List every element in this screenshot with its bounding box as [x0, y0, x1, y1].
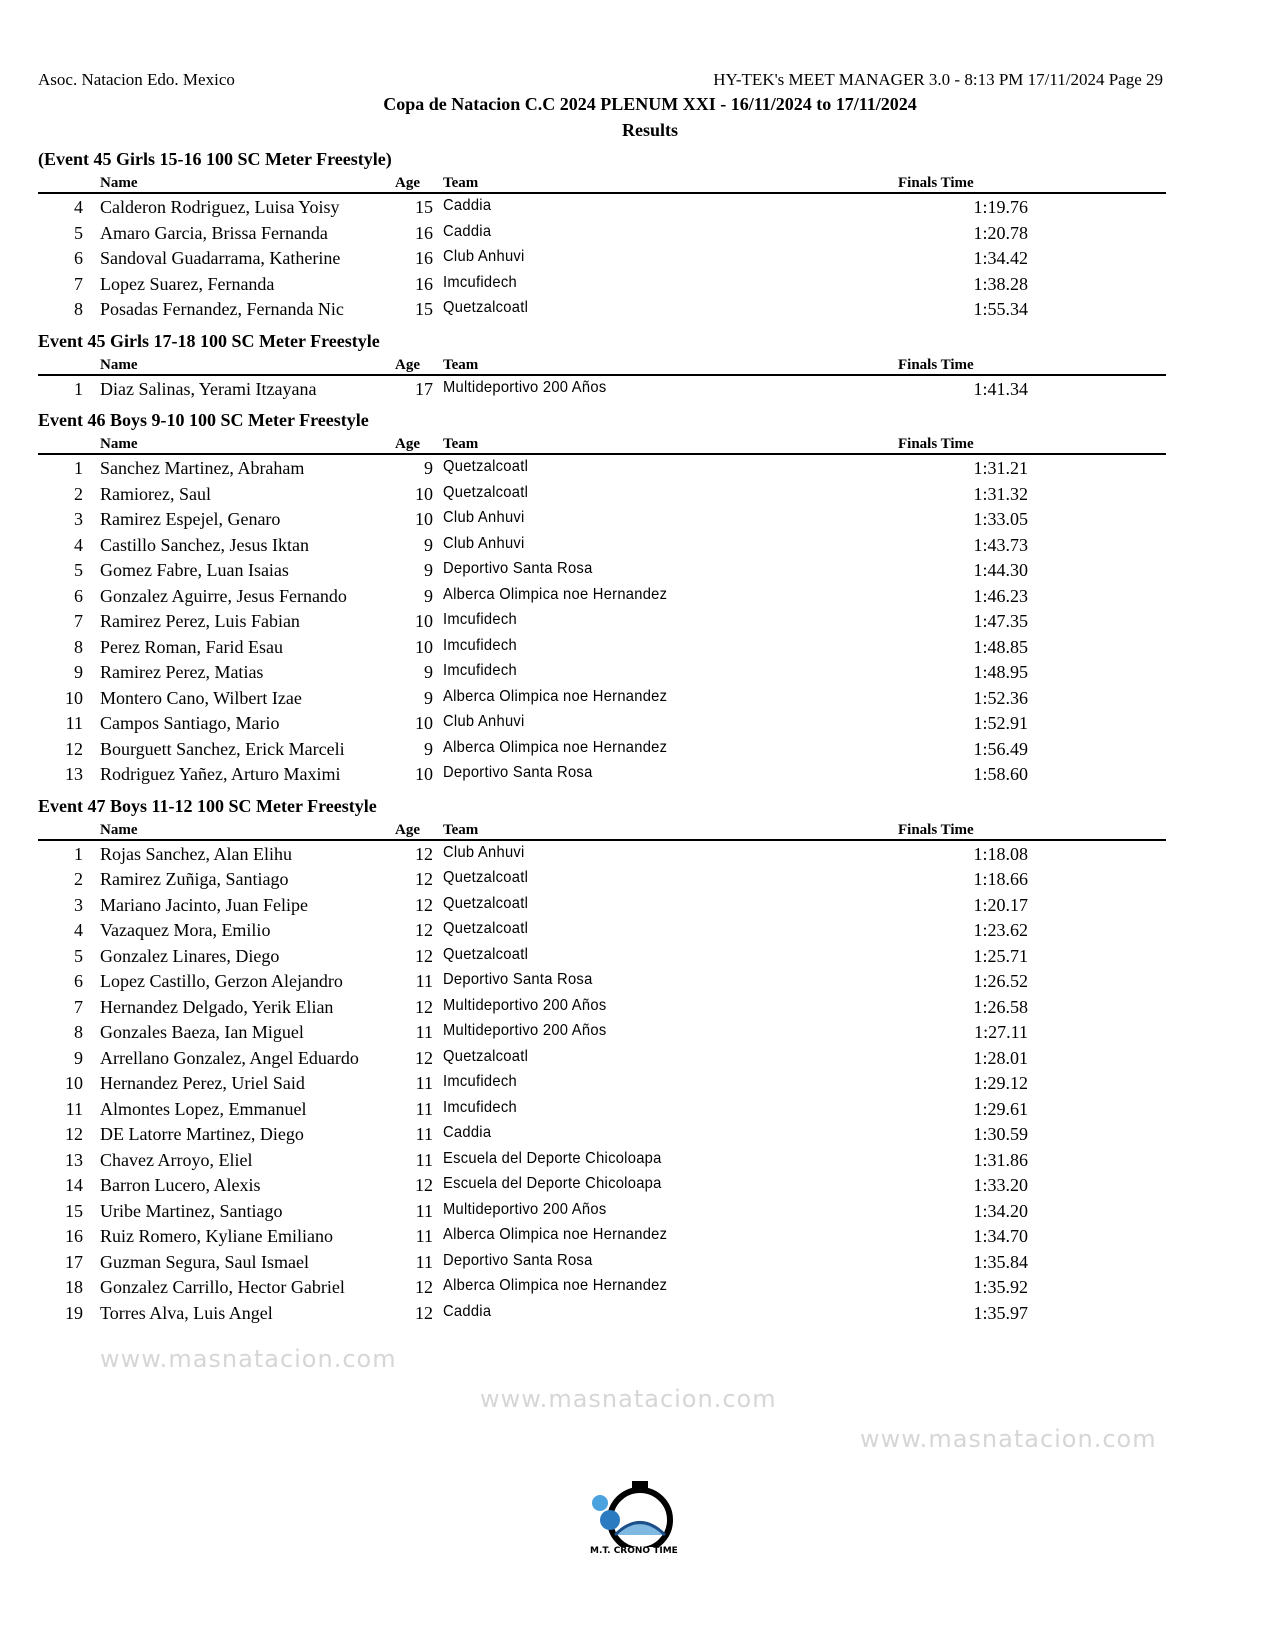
- result-row: [38, 736, 1166, 762]
- age: 12: [415, 1047, 433, 1068]
- team: Imcufidech: [443, 1098, 517, 1116]
- team: Quetzalcoatl: [443, 299, 529, 316]
- finals-time: 1:18.08: [973, 843, 1028, 864]
- col-age: Age: [395, 175, 420, 191]
- result-row: [38, 1274, 1166, 1300]
- place: 8: [74, 299, 83, 319]
- age: 9: [424, 738, 433, 759]
- age: 11: [415, 1098, 433, 1119]
- watermark: www.masnatacion.com: [480, 1385, 777, 1413]
- finals-time: 1:35.97: [973, 1302, 1028, 1323]
- result-row: [38, 532, 1166, 558]
- finals-time: 1:34.70: [973, 1226, 1028, 1246]
- team: Imcufidech: [443, 1073, 517, 1090]
- result-row: [38, 1019, 1166, 1045]
- event-section: [38, 146, 1166, 328]
- swimmer-name: Montero Cano, Wilbert Izae: [100, 687, 302, 708]
- age: 10: [415, 483, 433, 504]
- age: 12: [415, 869, 433, 889]
- place: 1: [74, 458, 83, 478]
- result-row: [38, 245, 1166, 271]
- team: Alberca Olimpica noe Hernandez: [443, 738, 668, 756]
- finals-time: 1:29.12: [973, 1073, 1028, 1093]
- result-row: [38, 685, 1166, 711]
- finals-time: 1:47.35: [973, 611, 1028, 631]
- result-row: [38, 710, 1166, 736]
- team: Quetzalcoatl: [443, 945, 529, 963]
- meet-title: Copa de Natacion C.C 2024 PLENUM XXI - 16/11/2024 to 17/11/2024: [383, 94, 917, 114]
- place: 16: [65, 1226, 83, 1246]
- events-list: [0, 146, 1166, 1331]
- col-age: Age: [395, 436, 420, 452]
- result-row: [38, 1198, 1166, 1224]
- finals-time: 1:44.30: [973, 560, 1028, 580]
- swimmer-name: Gonzalez Linares, Diego: [100, 945, 280, 966]
- result-row: [38, 296, 1166, 322]
- team: Alberca Olimpica noe Hernandez: [443, 1226, 668, 1243]
- team: Multideportivo 200 Años: [443, 378, 607, 396]
- software-page-info: HY-TEK's MEET MANAGER 3.0 - 8:13 PM 17/11/2024 Page 29: [713, 70, 1163, 89]
- team: Caddia: [443, 222, 492, 240]
- event-section: [38, 793, 1166, 1332]
- team: Quetzalcoatl: [443, 894, 529, 912]
- event-section: [38, 328, 1166, 408]
- result-row: [38, 892, 1166, 918]
- finals-time: 1:52.91: [973, 713, 1028, 733]
- team: Quetzalcoatl: [443, 920, 529, 937]
- result-row: [38, 194, 1166, 220]
- finals-time: 1:46.23: [973, 585, 1028, 606]
- swimmer-name: Vazaquez Mora, Emilio: [100, 920, 271, 940]
- result-row: [38, 841, 1166, 867]
- age: 11: [415, 1226, 433, 1246]
- result-row: [38, 917, 1166, 943]
- finals-time: 1:48.85: [973, 636, 1028, 657]
- result-row: [38, 1223, 1166, 1249]
- age: 9: [424, 458, 433, 478]
- swimmer-name: Gonzales Baeza, Ian Miguel: [100, 1022, 304, 1042]
- age: 9: [424, 534, 433, 555]
- col-team: Team: [443, 821, 479, 838]
- team: Club Anhuvi: [443, 509, 525, 526]
- age: 10: [415, 611, 433, 631]
- finals-time: 1:35.92: [973, 1277, 1028, 1297]
- result-row: [38, 1045, 1166, 1071]
- team: Quetzalcoatl: [443, 1047, 529, 1065]
- column-header: [38, 172, 1166, 194]
- finals-time: 1:34.20: [973, 1200, 1028, 1221]
- col-team: Team: [443, 436, 479, 452]
- swimmer-name: Almontes Lopez, Emmanuel: [100, 1098, 307, 1119]
- age: 17: [415, 378, 433, 399]
- place: 4: [74, 920, 83, 940]
- place: 6: [74, 248, 83, 268]
- place: 1: [74, 843, 83, 864]
- swimmer-name: Torres Alva, Luis Angel: [100, 1302, 273, 1323]
- place: 11: [65, 1098, 83, 1119]
- swimmer-name: Sandoval Guadarrama, Katherine: [100, 248, 341, 268]
- team: Deportivo Santa Rosa: [443, 1251, 593, 1269]
- place: 11: [65, 713, 83, 733]
- place: 4: [74, 534, 83, 555]
- place: 6: [74, 971, 83, 991]
- place: 19: [65, 1302, 83, 1323]
- place: 15: [65, 1200, 83, 1221]
- logo-caption: M.T. CRONO TIME: [590, 1546, 678, 1556]
- place: 13: [65, 1149, 83, 1170]
- age: 10: [415, 764, 433, 784]
- finals-time: 1:20.17: [973, 894, 1028, 915]
- age: 15: [415, 197, 433, 217]
- event-section: [38, 407, 1166, 793]
- team: Multideportivo 200 Años: [443, 996, 607, 1014]
- result-row: [38, 866, 1166, 892]
- event-title: Event 46 Boys 9-10 100 SC Meter Freestyle: [38, 410, 369, 430]
- swimmer-name: Guzman Segura, Saul Ismael: [100, 1251, 309, 1272]
- swimmer-name: Arrellano Gonzalez, Angel Eduardo: [100, 1047, 359, 1068]
- swimmer-name: Sanchez Martinez, Abraham: [100, 458, 305, 478]
- col-team: Team: [443, 175, 479, 191]
- age: 10: [415, 636, 433, 657]
- team: Alberca Olimpica noe Hernandez: [443, 1277, 668, 1294]
- team: Escuela del Deporte Chicoloapa: [443, 1149, 662, 1167]
- team: Deportivo Santa Rosa: [443, 560, 593, 577]
- finals-time: 1:29.61: [973, 1098, 1028, 1119]
- place: 9: [74, 662, 83, 682]
- result-row: [38, 481, 1166, 507]
- swimmer-name: Amaro Garcia, Brissa Fernanda: [100, 222, 328, 243]
- age: 12: [415, 843, 433, 864]
- result-row: [38, 634, 1166, 660]
- swimmer-name: Ramirez Perez, Matias: [100, 662, 264, 682]
- place: 13: [65, 764, 83, 784]
- result-row: [38, 557, 1166, 583]
- swimmer-name: DE Latorre Martinez, Diego: [100, 1124, 304, 1144]
- team: Deportivo Santa Rosa: [443, 764, 593, 781]
- finals-time: 1:20.78: [973, 222, 1028, 243]
- finals-time: 1:33.20: [973, 1175, 1028, 1195]
- age: 12: [415, 1277, 433, 1297]
- place: 7: [74, 611, 83, 631]
- place: 7: [74, 996, 83, 1017]
- result-row: [38, 1249, 1166, 1275]
- swimmer-name: Posadas Fernandez, Fernanda Nic: [100, 299, 344, 319]
- swimmer-name: Gonzalez Carrillo, Hector Gabriel: [100, 1277, 345, 1297]
- swimmer-name: Lopez Suarez, Fernanda: [100, 273, 275, 294]
- place: 10: [65, 1073, 83, 1093]
- result-row: [38, 659, 1166, 685]
- team: Caddia: [443, 1302, 492, 1320]
- result-row: [38, 1147, 1166, 1173]
- watermark: www.masnatacion.com: [100, 1345, 397, 1373]
- team: Club Anhuvi: [443, 248, 525, 265]
- event-title: (Event 45 Girls 15-16 100 SC Meter Freestyle): [38, 149, 392, 169]
- age: 12: [415, 945, 433, 966]
- swimmer-name: Hernandez Delgado, Yerik Elian: [100, 996, 334, 1017]
- swimmer-name: Campos Santiago, Mario: [100, 713, 280, 733]
- finals-time: 1:27.11: [974, 1022, 1028, 1042]
- team: Quetzalcoatl: [443, 458, 529, 475]
- age: 16: [415, 273, 433, 294]
- result-row: [38, 271, 1166, 297]
- age: 11: [415, 1022, 433, 1042]
- place: 5: [74, 560, 83, 580]
- result-row: [38, 608, 1166, 634]
- team: Club Anhuvi: [443, 843, 525, 861]
- swimmer-name: Castillo Sanchez, Jesus Iktan: [100, 534, 309, 555]
- swimmer-name: Lopez Castillo, Gerzon Alejandro: [100, 971, 343, 991]
- result-row: [38, 1300, 1166, 1326]
- col-time: Finals Time: [898, 175, 974, 191]
- result-row: [38, 376, 1166, 402]
- team: Alberca Olimpica noe Hernandez: [443, 687, 668, 705]
- event-title: Event 47 Boys 11-12 100 SC Meter Freestyle: [38, 795, 377, 816]
- place: 12: [65, 738, 83, 759]
- result-row: [38, 1172, 1166, 1198]
- column-header: [38, 433, 1166, 455]
- swimmer-name: Calderon Rodriguez, Luisa Yoisy: [100, 197, 340, 217]
- result-row: [38, 968, 1166, 994]
- team: Quetzalcoatl: [443, 483, 529, 501]
- results-heading: Results: [621, 120, 678, 140]
- place: 5: [74, 222, 83, 243]
- age: 12: [415, 996, 433, 1017]
- age: 12: [415, 1175, 433, 1195]
- swimmer-name: Ramiorez, Saul: [100, 483, 211, 504]
- age: 9: [424, 560, 433, 580]
- place: 2: [74, 483, 83, 504]
- team: Club Anhuvi: [443, 713, 525, 730]
- finals-time: 1:34.42: [973, 248, 1028, 268]
- swimmer-name: Rojas Sanchez, Alan Elihu: [100, 843, 292, 864]
- team: Multideportivo 200 Años: [443, 1022, 607, 1039]
- result-row: [38, 583, 1166, 609]
- team: Deportivo Santa Rosa: [443, 971, 593, 988]
- team: Imcufidech: [443, 636, 517, 654]
- result-row: [38, 455, 1166, 481]
- result-row: [38, 943, 1166, 969]
- age: 11: [415, 971, 433, 991]
- team: Caddia: [443, 197, 492, 214]
- col-time: Finals Time: [898, 436, 974, 452]
- team: Club Anhuvi: [443, 534, 525, 552]
- age: 11: [415, 1200, 433, 1221]
- finals-time: 1:19.76: [973, 197, 1028, 217]
- finals-time: 1:28.01: [973, 1047, 1028, 1068]
- place: 17: [65, 1251, 83, 1272]
- col-age: Age: [395, 356, 420, 373]
- finals-time: 1:55.34: [973, 299, 1028, 319]
- age: 12: [415, 1302, 433, 1323]
- team: Quetzalcoatl: [443, 869, 529, 886]
- swimmer-name: Perez Roman, Farid Esau: [100, 636, 283, 657]
- place: 4: [74, 197, 83, 217]
- age: 11: [415, 1073, 433, 1093]
- finals-time: 1:31.86: [973, 1149, 1028, 1170]
- place: 7: [74, 273, 83, 294]
- col-time: Finals Time: [898, 356, 974, 373]
- finals-time: 1:25.71: [973, 945, 1028, 966]
- finals-time: 1:35.84: [973, 1251, 1028, 1272]
- col-name: Name: [100, 356, 138, 373]
- finals-time: 1:43.73: [973, 534, 1028, 555]
- place: 3: [74, 509, 83, 529]
- place: 1: [74, 378, 83, 399]
- team: Imcufidech: [443, 611, 517, 628]
- age: 16: [415, 222, 433, 243]
- team: Multideportivo 200 Años: [443, 1200, 607, 1218]
- swimmer-name: Ramirez Perez, Luis Fabian: [100, 611, 300, 631]
- column-header: [38, 354, 1166, 376]
- swimmer-name: Chavez Arroyo, Eliel: [100, 1149, 253, 1170]
- place: 6: [74, 585, 83, 606]
- result-row: [38, 220, 1166, 246]
- swimmer-name: Diaz Salinas, Yerami Itzayana: [100, 378, 317, 399]
- col-name: Name: [100, 821, 138, 838]
- col-name: Name: [100, 436, 138, 452]
- place: 8: [74, 1022, 83, 1042]
- age: 9: [424, 687, 433, 708]
- finals-time: 1:38.28: [973, 273, 1028, 294]
- age: 11: [415, 1149, 433, 1170]
- team: Imcufidech: [443, 273, 517, 291]
- age: 15: [415, 299, 433, 319]
- finals-time: 1:26.52: [973, 971, 1028, 991]
- finals-time: 1:31.21: [973, 458, 1028, 478]
- age: 12: [415, 920, 433, 940]
- watermark: www.masnatacion.com: [860, 1425, 1157, 1453]
- result-row: [38, 1070, 1166, 1096]
- col-team: Team: [443, 356, 479, 373]
- place: 14: [65, 1175, 83, 1195]
- place: 5: [74, 945, 83, 966]
- swimmer-name: Hernandez Perez, Uriel Said: [100, 1073, 305, 1093]
- finals-time: 1:18.66: [973, 869, 1028, 889]
- place: 10: [65, 687, 83, 708]
- result-row: [38, 761, 1166, 787]
- team: Escuela del Deporte Chicoloapa: [443, 1175, 662, 1192]
- finals-time: 1:26.58: [973, 996, 1028, 1017]
- result-row: [38, 1096, 1166, 1122]
- age: 9: [424, 662, 433, 682]
- finals-time: 1:58.60: [973, 764, 1028, 784]
- finals-time: 1:41.34: [973, 378, 1028, 399]
- finals-time: 1:31.32: [973, 483, 1028, 504]
- swimmer-name: Gonzalez Aguirre, Jesus Fernando: [100, 585, 347, 606]
- place: 18: [65, 1277, 83, 1297]
- result-row: [38, 994, 1166, 1020]
- swimmer-name: Rodriguez Yañez, Arturo Maximi: [100, 764, 341, 784]
- place: 2: [74, 869, 83, 889]
- swimmer-name: Ramirez Espejel, Genaro: [100, 509, 281, 529]
- swimmer-name: Gomez Fabre, Luan Isaias: [100, 560, 289, 580]
- team: Alberca Olimpica noe Hernandez: [443, 585, 668, 603]
- col-age: Age: [395, 821, 420, 838]
- age: 12: [415, 894, 433, 915]
- age: 10: [415, 509, 433, 529]
- place: 3: [74, 894, 83, 915]
- result-row: [38, 506, 1166, 532]
- team: Imcufidech: [443, 662, 517, 679]
- team: Caddia: [443, 1124, 492, 1141]
- swimmer-name: Uribe Martinez, Santiago: [100, 1200, 283, 1221]
- event-title: Event 45 Girls 17-18 100 SC Meter Freestyle: [38, 330, 380, 351]
- col-time: Finals Time: [898, 821, 974, 838]
- swimmer-name: Ruiz Romero, Kyliane Emiliano: [100, 1226, 333, 1246]
- result-row: [38, 1121, 1166, 1147]
- col-name: Name: [100, 175, 138, 191]
- age: 11: [415, 1124, 433, 1144]
- place: 8: [74, 636, 83, 657]
- column-header: [38, 819, 1166, 841]
- swimmer-name: Barron Lucero, Alexis: [100, 1175, 261, 1195]
- swimmer-name: Mariano Jacinto, Juan Felipe: [100, 894, 308, 915]
- finals-time: 1:56.49: [973, 738, 1028, 759]
- swimmer-name: Ramirez Zuñiga, Santiago: [100, 869, 289, 889]
- swimmer-name: Bourguett Sanchez, Erick Marceli: [100, 738, 345, 759]
- place: 9: [74, 1047, 83, 1068]
- age: 9: [424, 585, 433, 606]
- finals-time: 1:33.05: [973, 509, 1028, 529]
- age: 11: [415, 1251, 433, 1272]
- finals-time: 1:30.59: [973, 1124, 1028, 1144]
- age: 16: [415, 248, 433, 268]
- age: 10: [415, 713, 433, 733]
- organization: Asoc. Natacion Edo. Mexico: [38, 70, 235, 89]
- place: 12: [65, 1124, 83, 1144]
- finals-time: 1:52.36: [973, 687, 1028, 708]
- finals-time: 1:48.95: [973, 662, 1028, 682]
- finals-time: 1:23.62: [973, 920, 1028, 940]
